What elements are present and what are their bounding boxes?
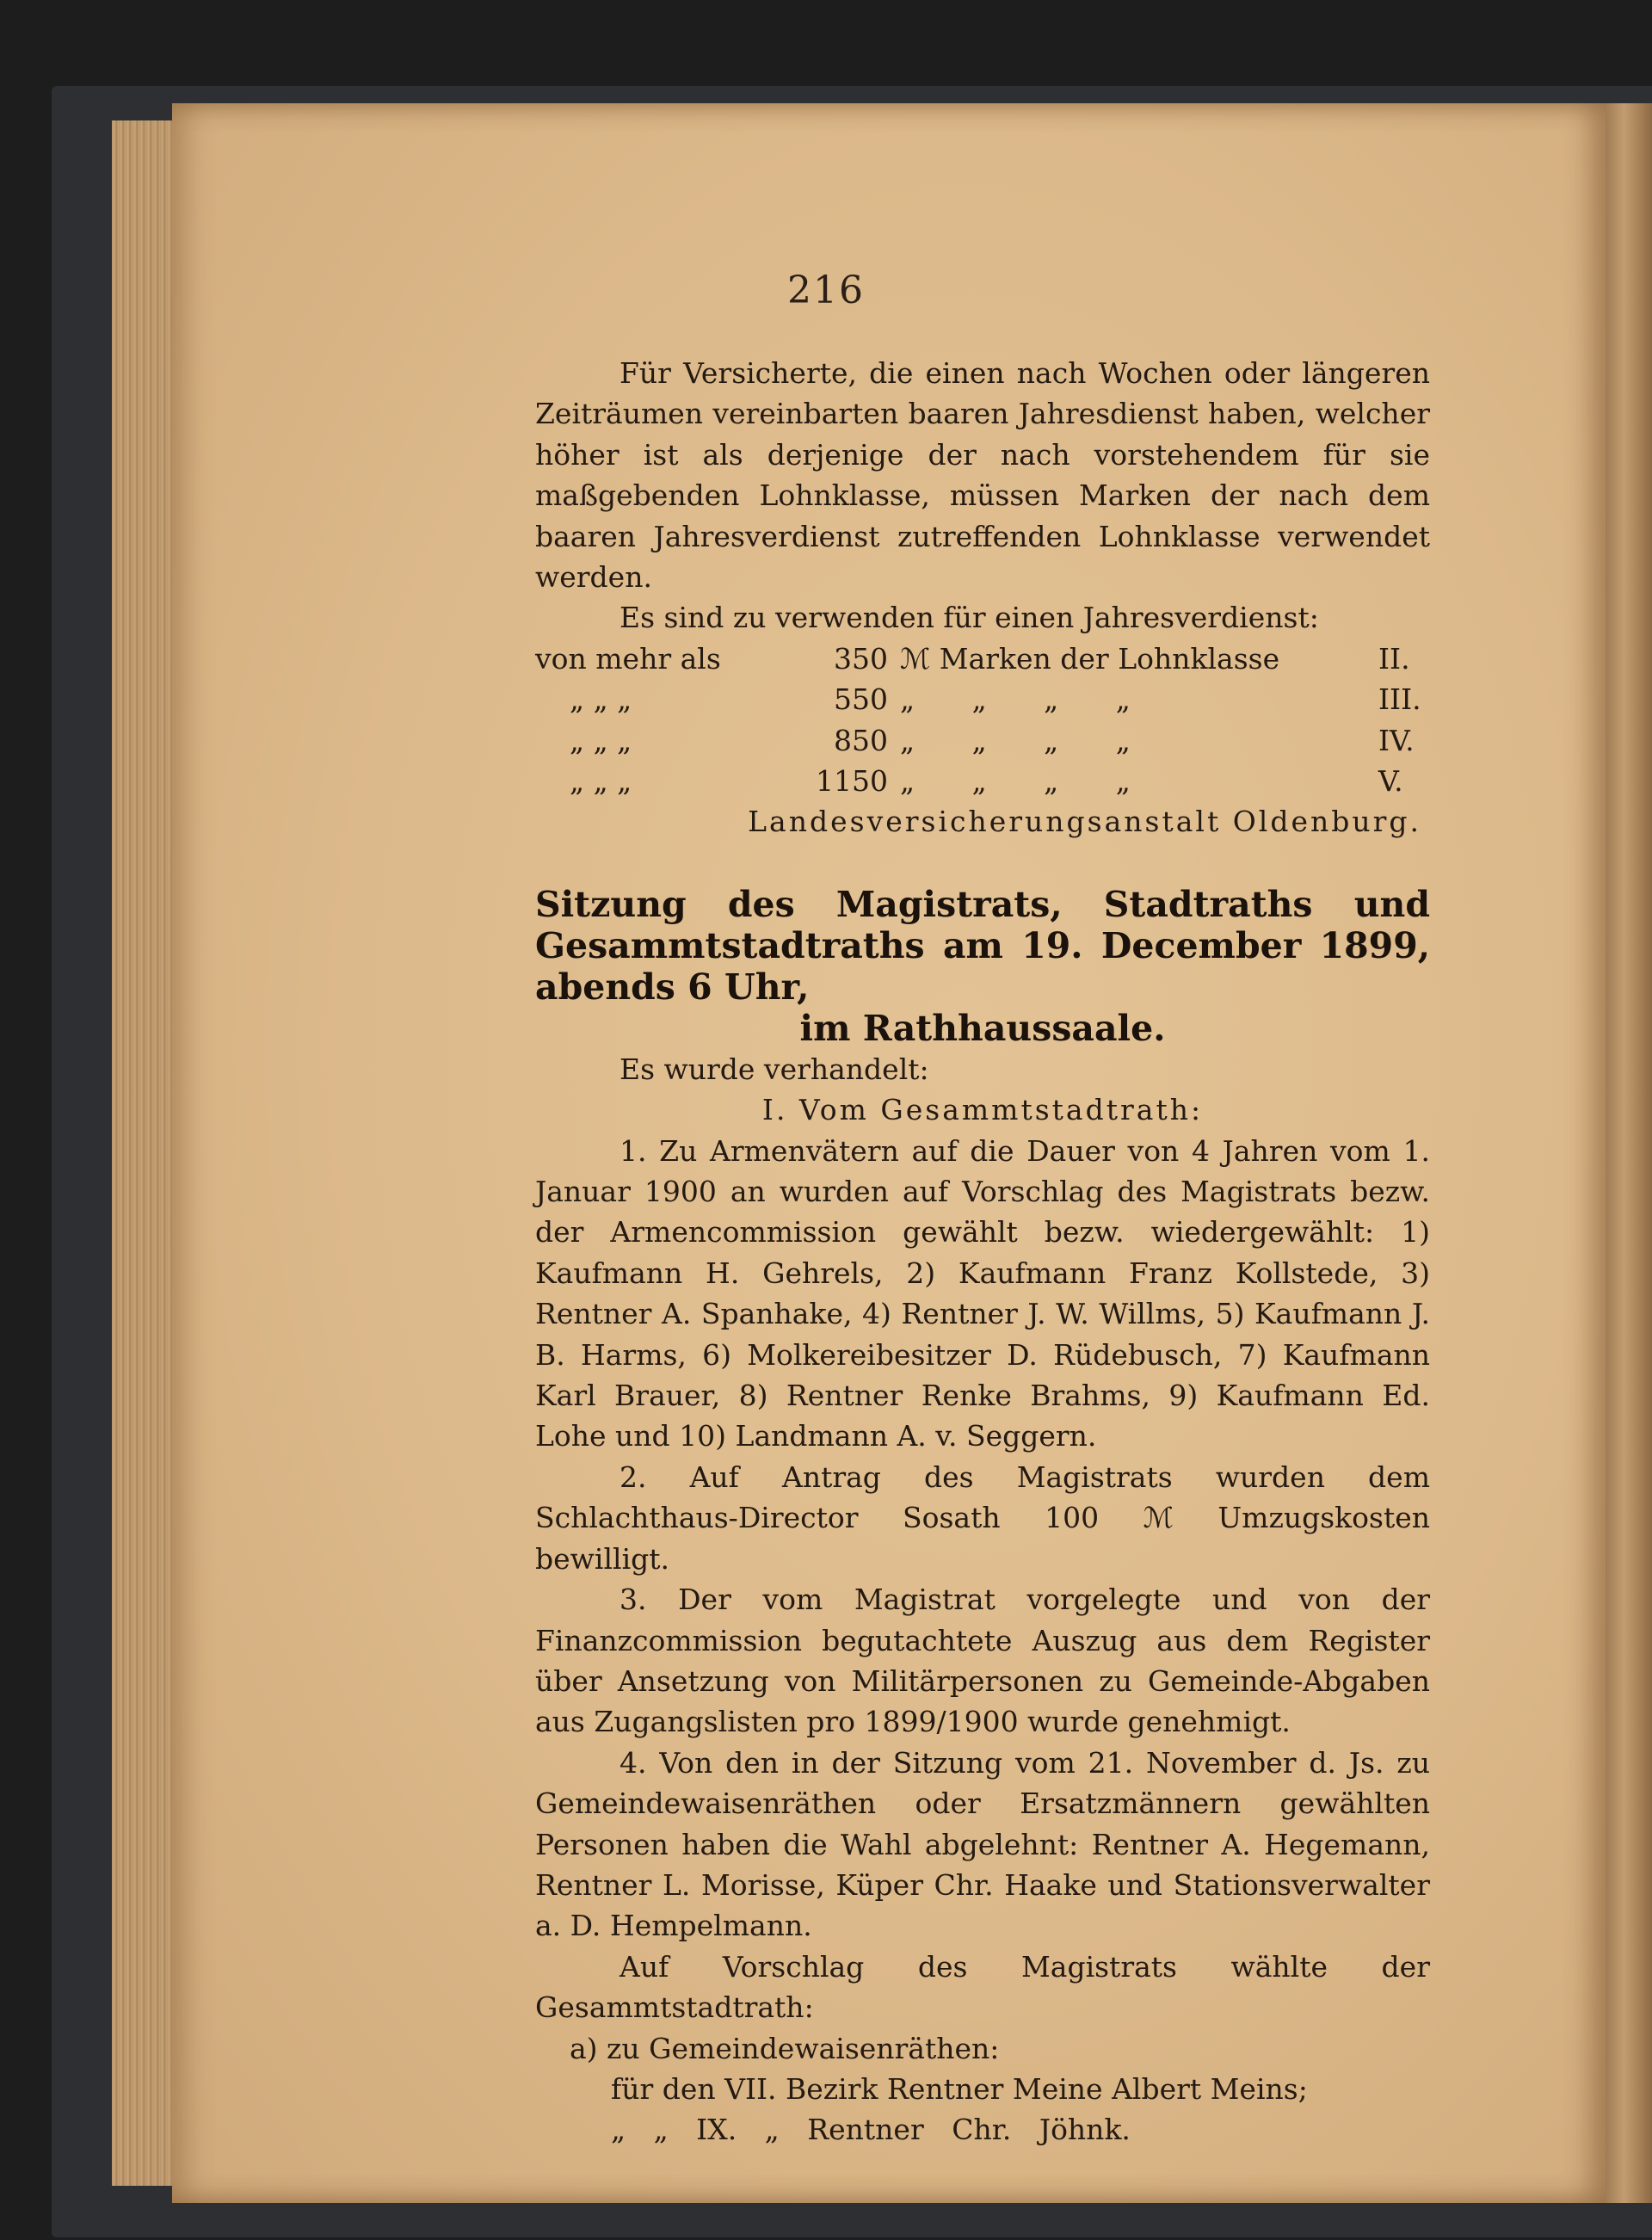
paragraph-insured-wages: Für Versicherte, die einen nach Wochen oder längeren Zeiträumen vereinbarten baaren Jahresdienst haben, welcher höher ist als derjenige der nach vorstehendem für sie maßgebenden Lohnklasse, müssen Marken der nach dem baaren Jahresverdienst zutreffenden Lohnklasse verwendet werden.	[535, 356, 1430, 595]
row-lead: „ „ „	[570, 682, 632, 717]
row-class: II.	[1378, 641, 1410, 676]
row-amount: 1150	[816, 764, 888, 799]
wage-class-table	[535, 639, 1430, 802]
table-row	[535, 761, 1430, 801]
list-item: 4. Von den in der Sitzung vom 21. November d. Js. zu Gemeindewaisenräthen oder Ersatzmännern gewählten Personen haben die Wahl abgelehnt: Rentner A. Hegemann, Rentner L. Morisse, Küper Chr. Haake und Stationsverwalter a. D. Hempelmann.	[535, 1745, 1430, 1943]
heading-last: im Rathhaussaale.	[799, 1007, 1166, 1049]
row-amount: 850	[834, 723, 888, 757]
sub-line: für den VII. Bezirk Rentner Meine Albert Meins;	[611, 2071, 1308, 2106]
list-item: Auf Vorschlag des Magistrats wählte der Gesammtstadtrath:	[535, 1949, 1430, 2025]
row-rest: „ „ „ „	[900, 682, 1155, 717]
row-rest: „ „ „ „	[900, 764, 1155, 799]
row-class: IV.	[1378, 723, 1415, 757]
row-amount: 350	[834, 641, 888, 676]
section-title: I. Vom Gesammtstadtrath:	[761, 1093, 1204, 1127]
row-class: V.	[1378, 764, 1403, 799]
list-item: 3. Der vom Magistrat vorgelegte und von der Finanzcommission begutachtete Auszug aus dem Register über Ansetzung von Militärpersonen zu Gemeinde-Abgaben aus Zugangslisten pro 1899/1900 wurde genehmigt.	[535, 1583, 1430, 1739]
row-class: III.	[1378, 682, 1421, 717]
section-heading	[535, 884, 1430, 1049]
sub-line: „ „ IX. „ Rentner Chr. Jöhnk.	[611, 2113, 1131, 2147]
signature: Landesversicherungsanstalt Oldenburg.	[748, 805, 1421, 839]
list-item: 2. Auf Antrag des Magistrats wurden dem Schlachthaus-Director Sosath 100 ℳ Umzugskosten bewilligt.	[535, 1459, 1430, 1576]
row-rest: „ „ „ „	[900, 723, 1155, 757]
list-item: 1. Zu Armenvätern auf die Dauer von 4 Jahren vom 1. Januar 1900 an wurden auf Vorschlag des Magistrats bezw. der Armencommission gewählt bezw. wiedergewählt: 1) Kaufmann H. Gehrels, 2) Kaufmann Franz Kollstede, 3) Rentner A. Spanhake, 4) Rentner J. W. Willms, 5) Kaufmann J. B. Harms, 6) Molkereibesitzer D. Rüdebusch, 7) Kaufmann Karl Brauer, 8) Rentner Renke Brahms, 9) Kaufmann Ed. Lohe und 10) Landmann A. v. Seggern.	[535, 1133, 1430, 1453]
row-rest: ℳ Marken der Lohnklasse	[900, 641, 1280, 676]
table-row	[535, 720, 1430, 761]
table-row	[535, 639, 1430, 679]
table-row	[535, 679, 1430, 719]
sub-heading-a: a) zu Gemeindewaisenräthen:	[570, 2031, 1000, 2065]
row-lead: „ „ „	[570, 723, 632, 757]
page-text	[535, 353, 1430, 2151]
row-lead: „ „ „	[570, 764, 632, 799]
facing-page-edge	[1606, 103, 1652, 2203]
paragraph-stamps-intro: Es sind zu verwenden für einen Jahresverdienst:	[620, 601, 1319, 635]
row-lead: von mehr als	[535, 641, 721, 676]
heading-main: Sitzung des Magistrats, Stadtraths und Gesammtstadtraths am 19. December 1899, abends 6 Uhr,	[535, 883, 1430, 1008]
intro-line: Es wurde verhandelt:	[620, 1052, 929, 1086]
row-amount: 550	[834, 682, 888, 717]
page-number: 216	[787, 268, 865, 312]
